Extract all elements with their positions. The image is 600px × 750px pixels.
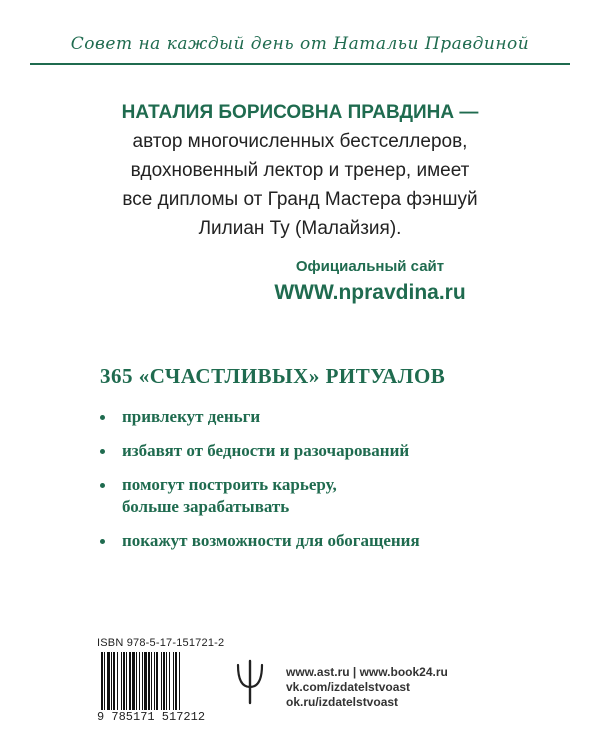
header-divider xyxy=(30,63,570,65)
publisher-links xyxy=(286,665,448,710)
bullet-icon xyxy=(100,483,105,488)
rituals-heading: 365 «СЧАСТЛИВЫХ» РИТУАЛОВ xyxy=(100,364,446,388)
list-item xyxy=(100,406,420,428)
official-site xyxy=(150,256,590,308)
list-item-text: покажут возможности для обогащения xyxy=(122,531,420,550)
author-bio-line: все дипломы от Гранд Мастера фэншуй xyxy=(122,189,478,210)
list-item-text: привлекут деньги xyxy=(122,407,261,426)
list-item-text: помогут построить карьеру, xyxy=(122,475,337,494)
list-item xyxy=(100,440,420,462)
bullet-icon xyxy=(100,449,105,454)
bullet-icon xyxy=(100,415,105,420)
publisher-link-sites[interactable]: www.ast.ru | www.book24.ru xyxy=(286,665,448,679)
official-site-url[interactable]: WWW.npravdina.ru xyxy=(274,281,466,304)
publisher-link-vk[interactable]: vk.com/izdatelstvoast xyxy=(286,680,411,694)
list-item-text: избавят от бедности и разочарований xyxy=(122,441,410,460)
barcode-number: 9 785171 517212 xyxy=(97,710,206,724)
rituals-list xyxy=(100,406,420,564)
publisher-link-ok[interactable]: ok.ru/izdatelstvoast xyxy=(286,695,399,709)
official-site-label: Официальный сайт xyxy=(295,258,445,275)
author-bio-line: автор многочисленных бестселлеров, xyxy=(132,131,468,152)
isbn-label: ISBN 978-5-17-151721-2 xyxy=(97,637,225,649)
list-item-text: больше зарабатывать xyxy=(122,497,290,516)
bullet-icon xyxy=(100,539,105,544)
author-bio-line: вдохновенный лектор и тренер, имеет xyxy=(130,160,470,181)
series-title: Совет на каждый день от Натальи Правдиной xyxy=(70,34,530,54)
list-item xyxy=(100,530,420,552)
author-block xyxy=(80,98,520,243)
publisher-logo-icon xyxy=(232,657,268,707)
author-name: НАТАЛИЯ БОРИСОВНА ПРАВДИНА — xyxy=(121,102,479,123)
barcode-icon xyxy=(100,652,208,710)
list-item xyxy=(100,474,420,518)
author-bio-line: Лилиан Ту (Малайзия). xyxy=(198,218,402,239)
